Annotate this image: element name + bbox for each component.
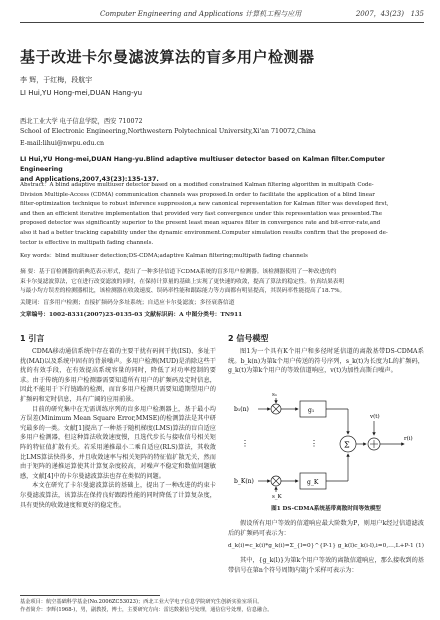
header-rule <box>20 22 424 23</box>
footnote-author: 作者简介：李辉(1968-)，男，副教授，博士，主要研究方向：雷达数据信号处理，通信信号处理，信息融合。 <box>20 607 273 613</box>
page-number: 135 <box>410 10 424 18</box>
paragraph: 假设所有用户等效的信道响应最大阶数为P，则用户k经过信道滤波后的扩频码可表示为： <box>228 520 424 537</box>
abstract-line: proposed detector was significantly superior to the present least mean squares filter in convergence rate and bit-error-rate,and <box>20 220 381 227</box>
journal-name: Computer Engineering and Applications 计算机工程与应用 <box>100 10 302 18</box>
paragraph: 本文在研究了卡尔曼滤波算法的基础上，提出了一种改进的约束卡尔曼滤波算法，该算法在保持良好跟踪性能的同时降低了计算复杂度，具有更快的收敛速度和更好的稳定性。 <box>20 482 216 509</box>
label-out: r(i) <box>404 436 413 442</box>
footnote-funding: 基金项目：航空基础科学基金(No.2006ZC53023)；西北工业大学电子信息学院研究生创新实验室项目。 <box>20 599 263 605</box>
abstract-en <box>20 181 424 248</box>
equation-1 <box>228 543 424 549</box>
citation-line: LI Hui,YU Hong-mei,DUAN Hang-yu.Blind adaptive multiuser detector based on Kalman filter.Computer Engineering <box>20 156 385 173</box>
paragraph: 目前的研究集中在无需训练序列的盲多用户检测器上，基于最小均方误差(Minimum Mean Square Error,MMSE)的检测算法是其中研究最多的一类。文献[1]提出了一种基于随机梯度(LMS)算法的盲自适应多用户检测器，但这种算法收敛速度慢，且选代步长与接收信号相关矩阵的特征值扩散有关。若采用递推最小二乘自适应(RLS)算法，其收敛比LMS算法快得多，并且收敛速率与相关矩阵的特征值扩散无关，然而由于矩阵的递推运算使其计算复杂度较高，对噪声不稳定和数值问题敏感，文献[4]中的卡尔曼滤波算法也存在类似的问题。 <box>20 405 216 480</box>
label-noise: v(t) <box>370 414 380 420</box>
paragraph: CDMA移动通信系统中存在着的主要干扰有码间干扰(ISI)、多址干扰(MAI)以及系统中固有的背景噪声。多用户检测(MUD)是消除这些干扰的有效手段，在有效提高系统容量的同时，降低了对功率控制的要求。由于传统的多用户检测器需要知道所有用户的扩频码及定时信息，因此不能用于下行链路的检测，而盲多用户检测只需要知道期望用户的扩频码和定时信息，具有广阔的应用前景。 <box>20 348 216 403</box>
running-header <box>20 9 424 21</box>
equation-body: d_k(i)=c_k(i)*g_k(i)=Σ_{l=0}^{P-1} g_k(l)c_k(i-l),i=0,…,L+P-1 <box>228 543 414 549</box>
article-meta: 文章编号：1002-8331(2007)23-0135-03 文献标识码：A 中图分类号：TN911 <box>20 312 243 318</box>
authors-cn: 李 辉，于红梅，段航宇 <box>20 76 93 84</box>
label-g1: g₁ <box>308 407 315 414</box>
abstract-line: tector is effective in multipath fading channels. <box>20 239 154 246</box>
abstract-line: filter-optimization technique to robust inference suppression,a new canonical representation for Kalman filter was developed first, <box>20 201 389 208</box>
abstract-cn <box>20 268 424 297</box>
label-bK: b_K(n) <box>234 478 254 485</box>
abstract-cn-line: 与最小均方误差的检测器相比，该检测器在收敛速度、误码率性能和跟踪能力等方面都有明显提高，其误码率性能提高了18.7%。 <box>20 288 346 294</box>
abstract-line: Abstract：A blind adaptive multiuser detector based on a modified constrained Kalman filtering algorithm in multipath Code- <box>20 182 374 188</box>
section-2-continued <box>228 519 424 538</box>
affiliation-en: School of Electronic Engineering,Northwestern Polytechnical University,Xi'an 710072,China <box>20 128 316 135</box>
email: E-mail:lihui@nwpu.edu.cn <box>20 140 105 147</box>
label-dots: ⋮ <box>310 439 318 448</box>
issue-page <box>356 9 424 19</box>
paragraph: 其中，{g_k(l)}为第k个用户等效的离散信道响应，那么接收到的基带信号在第n个符号周期内第j个采样可表示为： <box>228 557 424 574</box>
equation-number: (1) <box>415 543 424 549</box>
abstract-cn-line: 束卡尔曼滤波算法，它在进行改变滤波的同时，在保持计算量的基础上实现了更快速的收敛，提高了算法的稳定性。仿真结果表明 <box>20 278 345 285</box>
abstract-cn-line: 摘 要：基于盲检测器的新典范表示形式，提出了一种多径信道下CDMA系统的盲多用户检测器。该检测器使用了一种改进的约 <box>20 269 337 275</box>
label-sK: s_K <box>272 494 282 500</box>
affiliation-cn: 西北工业大学 电子信息学院，西安 710072 <box>20 118 143 125</box>
section-1-title: 1 引言 <box>20 334 45 343</box>
citation-line: and Applications,2007,43(23):135-137. <box>20 176 159 183</box>
keywords-en: Key words：blind multiuser detection;DS-CDMA;adaptive Kalman filtering;multipath fading channels <box>20 253 308 259</box>
footnotes <box>20 598 424 614</box>
label-s1: s₁ <box>272 392 278 398</box>
abstract-line: Division Multiple-Access (CDMA) communication channels was proposed.In order to facilitate the application of a blind linear <box>20 191 375 198</box>
figure-1-caption: 图1 DS-CDMA系统基带离散时间等效模型 <box>271 506 381 512</box>
keywords-cn: 关键词：盲多用户检测；直接扩频码分多址系统；自适应卡尔曼滤波；多径衰落信道 <box>20 300 235 306</box>
label-dots: ⋮ <box>241 439 249 448</box>
paragraph: 图1为一个具有K个用户和多径时延信道的离散基带DS-CDMA系统。b_k(n)为第k个用户传送的符号序列，s_k(t)为长度为L的扩频码，g_k(t)为第k个用户的等效信道响应，v(t)为加性高斯白噪声。 <box>228 348 424 375</box>
paper-title: 基于改进卡尔曼滤波算法的盲多用户检测器 <box>20 48 315 66</box>
authors-en: LI Hui,YU Hong-mei,DUAN Hang-yu <box>20 89 143 97</box>
abstract-line: and then an efficient iterative implementation that provided very fast convergence under this representation was presented.The <box>20 210 383 217</box>
issue-label: 2007，43(23) <box>355 10 404 18</box>
figure-1-block-diagram <box>232 388 422 503</box>
section-1-body <box>20 347 216 592</box>
label-sum: Σ <box>344 440 350 450</box>
label-gK: g_K <box>307 479 319 486</box>
label-b1: b₁(n) <box>234 406 249 413</box>
footnote-rule <box>20 595 160 596</box>
section-2-title: 2 信号模型 <box>228 334 269 343</box>
abstract-line: also it had a better tracking capability under the dynamic environment.Computer simulation results confirm that the proposed de- <box>20 229 388 236</box>
section-2-intro <box>228 347 424 385</box>
section-2-tail <box>228 556 424 592</box>
